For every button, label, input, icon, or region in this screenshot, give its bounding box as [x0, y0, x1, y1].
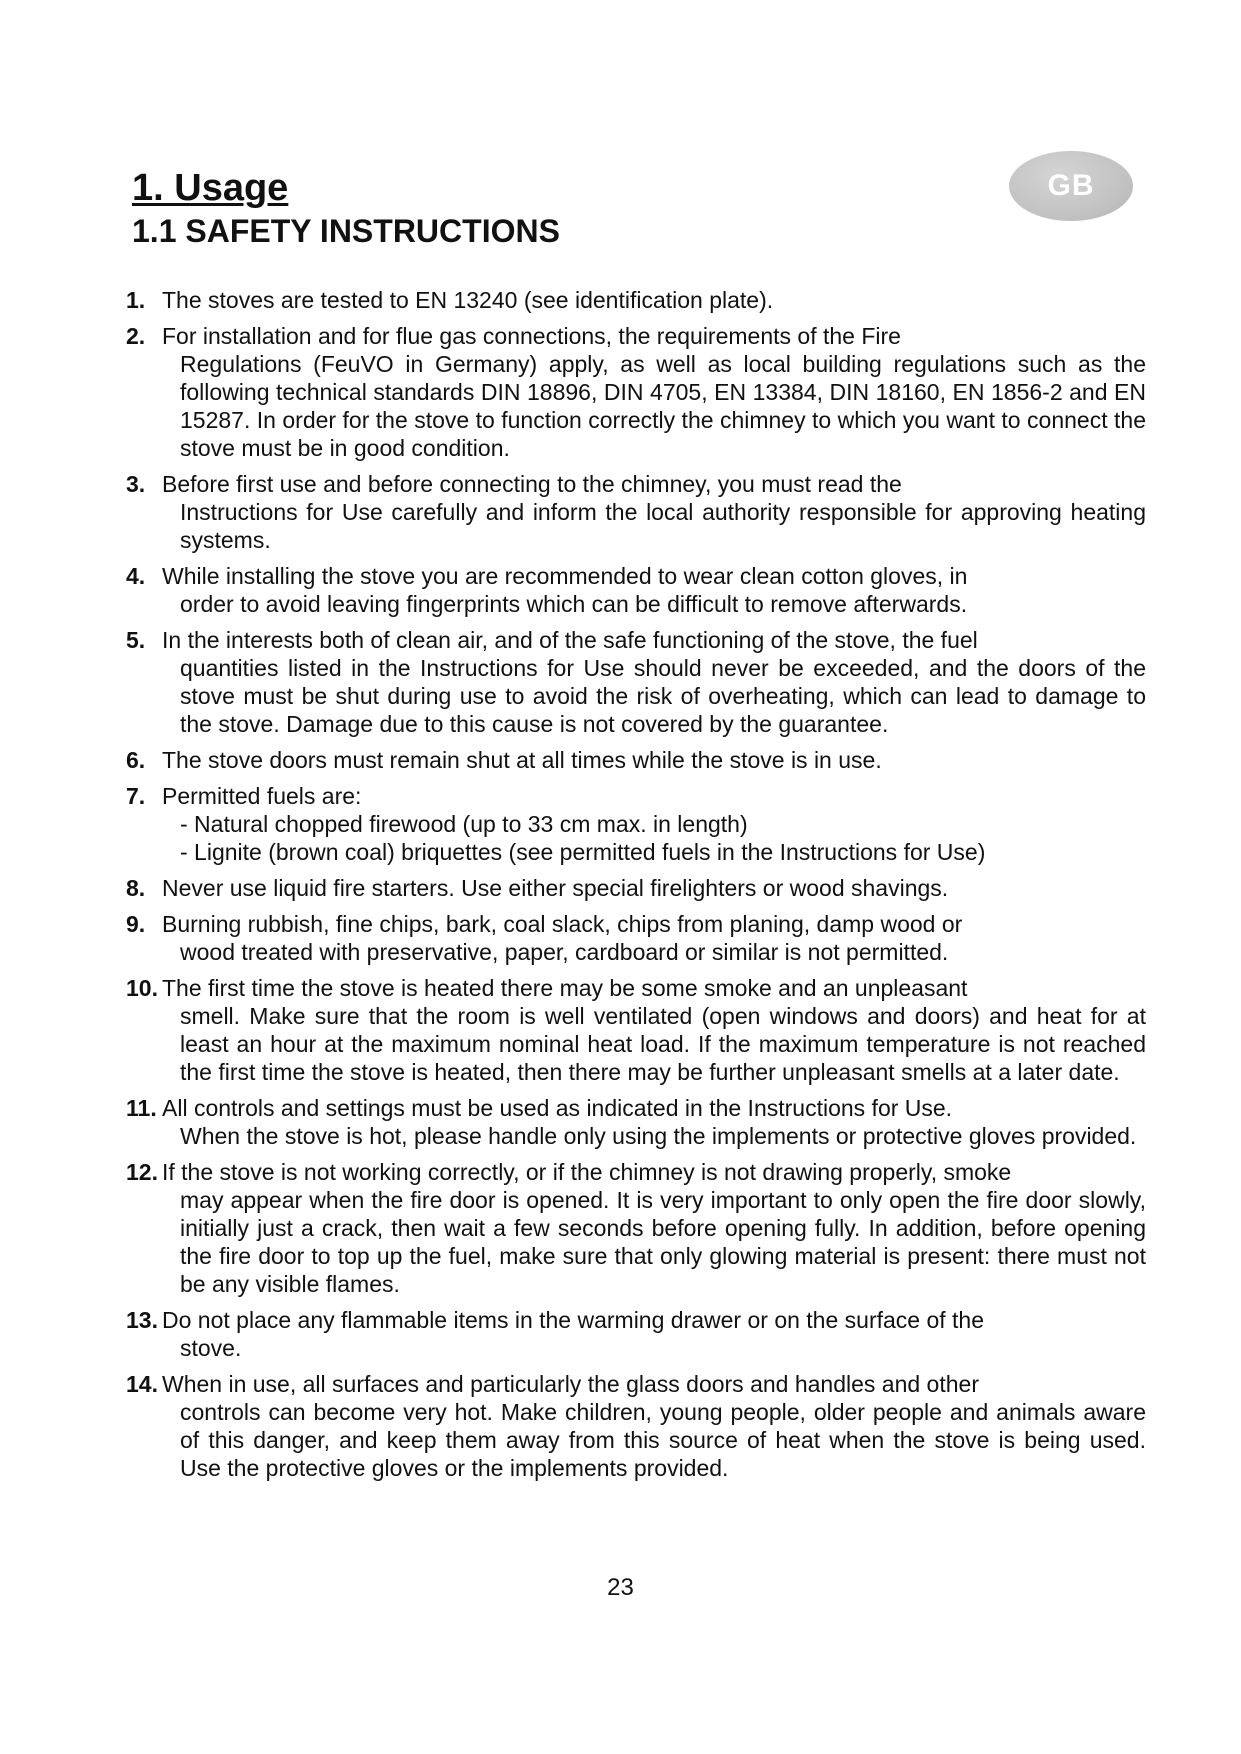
- fuel-option: - Natural chopped firewood (up to 33 cm max. in length): [180, 811, 748, 837]
- item-number: 11.: [126, 1095, 157, 1121]
- list-item: [126, 874, 1146, 902]
- page-number: 23: [607, 1574, 634, 1601]
- item-text: For installation and for flue gas connections, the requirements of the Fire: [162, 323, 901, 349]
- item-number: 3.: [126, 471, 146, 497]
- item-text: All controls and settings must be used as indicated in the Instructions for Use.: [162, 1095, 953, 1121]
- item-text: If the stove is not working correctly, or if the chimney is not drawing properly, smoke: [162, 1159, 1012, 1185]
- item-text: The first time the stove is heated there may be some smoke and an unpleasant: [162, 975, 968, 1001]
- list-item: [126, 1158, 1146, 1298]
- list-item: [126, 626, 1146, 738]
- item-text-continued: stove.: [180, 1335, 242, 1361]
- item-text-continued: Instructions for Use carefully and inform the local authority responsible for approving heating systems.: [180, 499, 1146, 553]
- item-text-continued: may appear when the fire door is opened. It is very important to only open the fire door slowly, initially just a crack, then wait a few seconds before opening fully. In addition, before opening the fire door to top up the fuel, make sure that only glowing material is present: there must not be any visible flames.: [180, 1187, 1146, 1297]
- item-number: 2.: [126, 323, 146, 349]
- list-item: [126, 746, 1146, 774]
- item-text-continued: smell. Make sure that the room is well ventilated (open windows and doors) and heat for at least an hour at the maximum nominal heat load. If the maximum temperature is not reached the first time the stove is heated, then there may be further unpleasant smells at a later date.: [180, 1003, 1146, 1085]
- item-text: When in use, all surfaces and particularly the glass doors and handles and other: [162, 1371, 979, 1397]
- page-title: 1. Usage: [132, 167, 289, 209]
- list-item: [126, 1306, 1146, 1362]
- item-text: In the interests both of clean air, and of the safe functioning of the stove, the fuel: [162, 627, 978, 653]
- item-text: Before first use and before connecting to the chimney, you must read the: [162, 471, 902, 497]
- item-text-continued: wood treated with preservative, paper, cardboard or similar is not permitted.: [180, 939, 949, 965]
- item-text: Permitted fuels are:: [162, 783, 362, 809]
- fuel-option: - Lignite (brown coal) briquettes (see permitted fuels in the Instructions for Use): [180, 839, 986, 865]
- list-item: [126, 974, 1146, 1086]
- item-number: 14.: [126, 1371, 158, 1397]
- item-text-continued: quantities listed in the Instructions for Use should never be exceeded, and the doors of the stove must be shut during use to avoid the risk of overheating, which can lead to damage to the stove. Damage due to this cause is not covered by the guarantee.: [180, 655, 1146, 737]
- list-item: [126, 562, 1146, 618]
- item-text-continued: controls can become very hot. Make children, young people, older people and animals aware of this danger, and keep them away from this source of heat when the stove is being used. Use the protective gloves or the implements provided.: [180, 1399, 1146, 1481]
- section-title: 1.1 SAFETY INSTRUCTIONS: [132, 213, 560, 249]
- item-text: The stoves are tested to EN 13240 (see identification plate).: [162, 287, 774, 313]
- item-text: Burning rubbish, fine chips, bark, coal slack, chips from planing, damp wood or: [162, 911, 963, 937]
- item-number: 8.: [126, 875, 146, 901]
- item-text: Do not place any flammable items in the warming drawer or on the surface of the: [162, 1307, 985, 1333]
- item-text: While installing the stove you are recommended to wear clean cotton gloves, in: [162, 563, 968, 589]
- safety-instructions-list: [126, 286, 1146, 1490]
- item-number: 1.: [126, 287, 146, 313]
- item-number: 4.: [126, 563, 146, 589]
- item-number: 9.: [126, 911, 146, 937]
- item-text: The stove doors must remain shut at all times while the stove is in use.: [162, 747, 882, 773]
- item-text: Never use liquid fire starters. Use either special firelighters or wood shavings.: [162, 875, 949, 901]
- list-item: [126, 470, 1146, 554]
- item-text-continued: Regulations (FeuVO in Germany) apply, as well as local building regulations such as the following technical standards DIN 18896, DIN 4705, EN 13384, DIN 18160, EN 1856-2 and EN 15287. In order for the stove to function correctly the chimney to which you want to connect the stove must be in good condition.: [180, 351, 1146, 461]
- list-item: [126, 1370, 1146, 1482]
- language-badge: GB: [1009, 151, 1133, 221]
- item-number: 13.: [126, 1307, 158, 1333]
- list-item: [126, 1094, 1146, 1150]
- list-item: [126, 286, 1146, 314]
- item-number: 5.: [126, 627, 146, 653]
- item-number: 6.: [126, 747, 146, 773]
- item-text-continued: order to avoid leaving fingerprints which can be difficult to remove afterwards.: [180, 591, 968, 617]
- list-item: [126, 782, 1146, 866]
- item-number: 10.: [126, 975, 158, 1001]
- list-item: [126, 322, 1146, 462]
- item-number: 7.: [126, 783, 146, 809]
- item-text-continued: When the stove is hot, please handle only using the implements or protective gloves provided.: [180, 1123, 1137, 1149]
- list-item: [126, 910, 1146, 966]
- item-number: 12.: [126, 1159, 158, 1185]
